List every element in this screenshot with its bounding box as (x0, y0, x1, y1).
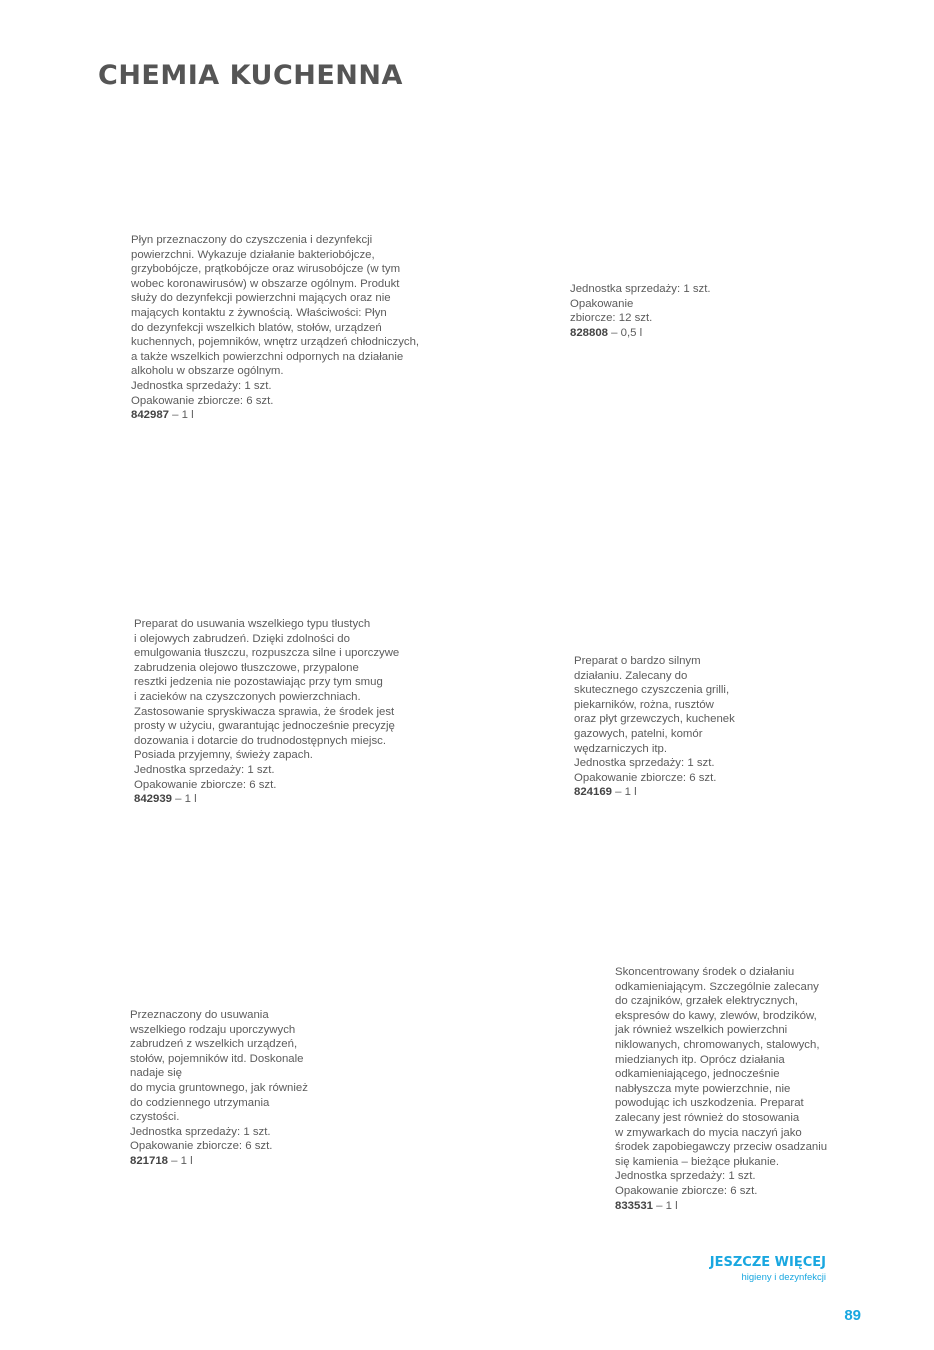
description-line: zalecany jest również do stosowania (615, 1111, 800, 1124)
description-line: powodując ich uszkodzenia. Preparat (615, 1097, 804, 1110)
description-line: Zastosowanie spryskiwacza sprawia, że środek jest (134, 705, 395, 718)
product-code: 824169 (574, 786, 613, 799)
description-line: dozowania i dotarcie do trudnodostępnych miejsc. (134, 734, 387, 747)
product-code-line (574, 785, 735, 800)
description-line: do czajników, grzałek elektrycznych, (615, 995, 798, 1008)
more-hygiene-subtitle: higieny i dezynfekcji (741, 1272, 826, 1283)
product-volume: – 1 l (168, 1154, 193, 1167)
description-line: Jednostka sprzedaży: 1 szt. (130, 1125, 271, 1138)
description-line: powierzchni. Wykazuje działanie bakteriobójcze, (131, 248, 375, 261)
description-line: Opakowanie zbiorcze: 6 szt. (134, 778, 277, 791)
description-line: kuchennych, pojemników, wnętrz urządzeń chłodniczych, (131, 336, 420, 349)
description-line: zbiorcze: 12 szt. (570, 312, 653, 325)
product-code: 833531 (615, 1199, 654, 1212)
description-line: Jednostka sprzedaży: 1 szt. (134, 763, 275, 776)
description-line: Opakowanie zbiorcze: 6 szt. (615, 1184, 758, 1197)
product-volume: – 0,5 l (608, 326, 643, 339)
description-line: Przeznaczony do usuwania (130, 1009, 269, 1021)
description-line: do dezynfekcji wszelkich blatów, stołów, urządzeń (131, 321, 382, 334)
product-code-line (570, 326, 711, 341)
description-line: odkamieniającym. Szczególnie zalecany (615, 980, 819, 993)
product-code-line (134, 792, 399, 807)
description-line: odkamieniającego, jednocześnie (615, 1068, 780, 1081)
description-line: oraz płyt grzewczych, kuchenek (574, 713, 735, 726)
description-line: Opakowanie (570, 297, 634, 310)
description-line: Płyn przeznaczony do czyszczenia i dezynfekcji (131, 234, 373, 246)
description-line: alkoholu w obszarze ogólnym. (131, 365, 284, 378)
description-line: czystości. (130, 1111, 180, 1124)
description-line: piekarników, rożna, rusztów (574, 698, 714, 711)
description-line: Jednostka sprzedaży: 1 szt. (574, 757, 715, 770)
description-line: do codziennego utrzymania (130, 1096, 270, 1109)
product-code: 828808 (570, 326, 609, 339)
description-line: gazowych, patelni, komór (574, 727, 703, 740)
description-line: skutecznego czyszczenia grilli, (574, 684, 730, 697)
product-code: 842939 (134, 793, 173, 806)
description-line: nadaje się (130, 1067, 182, 1080)
product-volume: – 1 l (653, 1199, 678, 1212)
description-line: zabrudzenia olejowo tłuszczowe, przypalone (134, 661, 359, 674)
description-line: prosty w użyciu, gwarantując jednocześnie precyzję (134, 720, 395, 733)
description-line: i olejowych zabrudzeń. Dzięki zdolności do (134, 632, 350, 645)
description-line: Jednostka sprzedaży: 1 szt. (570, 283, 711, 295)
product-code: 821718 (130, 1154, 169, 1167)
description-line: ekspresów do kawy, zlewów, brodzików, (615, 1009, 817, 1022)
description-line: Skoncentrowany środek o działaniu (615, 966, 795, 978)
product-description-block (570, 282, 711, 340)
description-line: zabrudzeń z wszelkich urządzeń, (130, 1038, 298, 1051)
description-line: służy do dezynfekcji powierzchni mających oraz nie (131, 292, 391, 305)
description-line: się kamienia – bieżące płukanie. (615, 1155, 779, 1168)
description-line: Preparat o bardzo silnym (574, 655, 701, 667)
description-line: jak również wszelkich powierzchni (615, 1024, 788, 1037)
description-line: emulgowania tłuszczu, rozpuszcza silne i uporczywe (134, 647, 400, 660)
description-line: wędzarniczych itp. (574, 742, 668, 755)
product-description-block (615, 965, 827, 1213)
description-line: Jednostka sprzedaży: 1 szt. (615, 1170, 756, 1183)
description-line: wszelkiego rodzaju uporczywych (130, 1023, 296, 1036)
description-line: stołów, pojemników itd. Doskonale (130, 1052, 304, 1065)
page-title: CHEMIA KUCHENNA (98, 60, 403, 91)
description-line: miedzianych itp. Oprócz działania (615, 1053, 785, 1066)
description-line: niklowanych, chromowanych, stalowych, (615, 1038, 820, 1051)
description-line: Posiada przyjemny, świeży zapach. (134, 749, 313, 762)
description-line: do mycia gruntownego, jak również (130, 1081, 308, 1094)
description-line: nabłyszcza myte powierzchnie, nie (615, 1082, 791, 1095)
description-line: w zmywarkach do mycia naczyń jako (615, 1126, 802, 1139)
product-volume: – 1 l (612, 786, 637, 799)
description-line: grzybobójcze, prątkobójcze oraz wirusobójcze (w tym (131, 263, 401, 276)
description-line: działaniu. Zalecany do (574, 669, 688, 682)
product-volume: – 1 l (169, 409, 194, 422)
more-hygiene-heading: JESZCZE WIĘCEJ (709, 1255, 826, 1270)
description-line: Preparat do usuwania wszelkiego typu tłustych (134, 618, 371, 630)
product-description-block (134, 617, 399, 807)
product-code: 842987 (131, 409, 170, 422)
product-code-line (131, 408, 419, 423)
page-number: 89 (844, 1307, 861, 1324)
product-description-block (130, 1008, 308, 1169)
description-line: i zacieków na czyszczonych powierzchniach. (134, 690, 361, 703)
description-line: Opakowanie zbiorcze: 6 szt. (574, 771, 717, 784)
description-line: Opakowanie zbiorcze: 6 szt. (130, 1140, 273, 1153)
product-description-block (574, 654, 735, 800)
description-line: mających kontaktu z żywnością. Właściwości: Płyn (131, 306, 387, 319)
description-line: resztki jedzenia nie pozostawiając przy tym smug (134, 676, 383, 689)
description-line: wobec koronawirusów) w obszarze ogólnym. Produkt (131, 277, 400, 290)
product-code-line (130, 1154, 308, 1169)
description-line: Jednostka sprzedaży: 1 szt. (131, 379, 272, 392)
product-volume: – 1 l (172, 793, 197, 806)
product-code-line (615, 1199, 827, 1214)
product-description-block (131, 233, 419, 423)
description-line: a także wszelkich powierzchni odpornych na działanie (131, 350, 404, 363)
description-line: Opakowanie zbiorcze: 6 szt. (131, 394, 274, 407)
description-line: środek zapobiegawczy przeciw osadzaniu (615, 1141, 828, 1154)
